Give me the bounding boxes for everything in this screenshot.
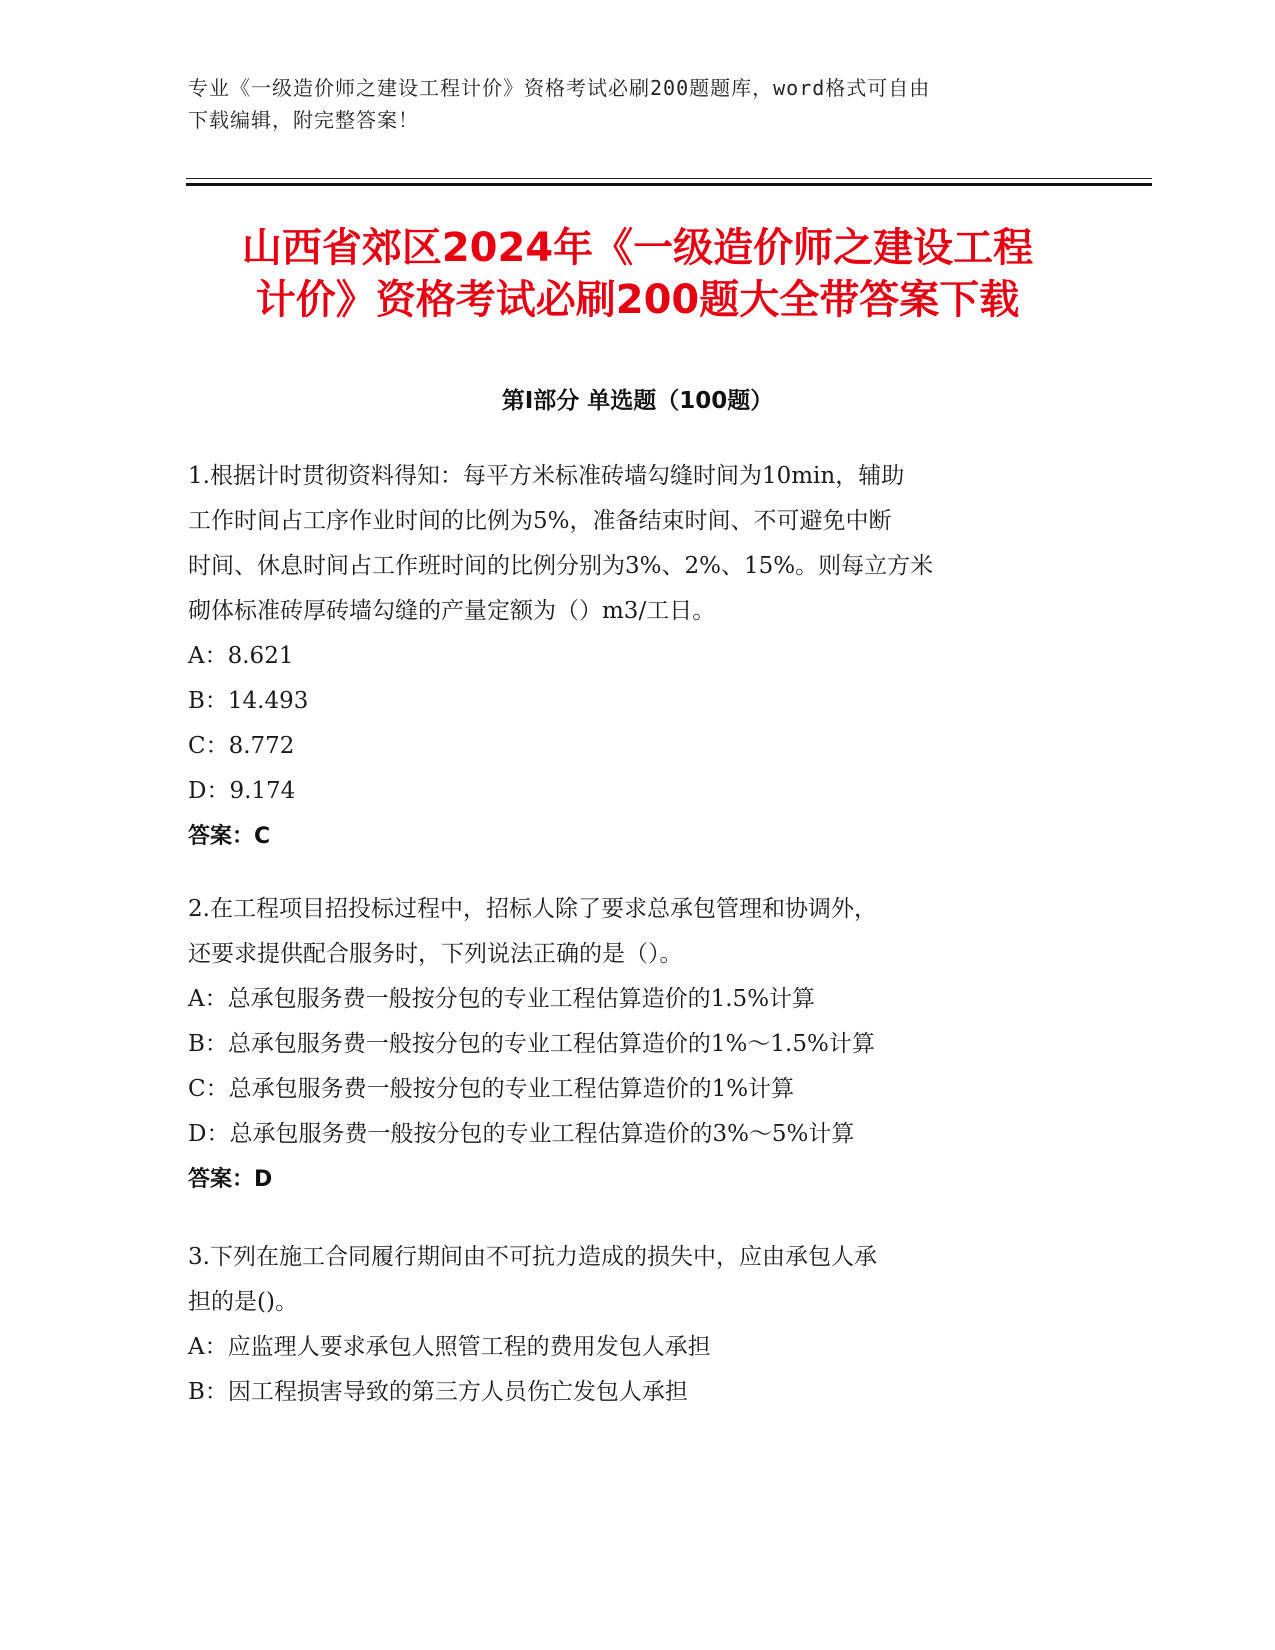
question-stem-line: 3.下列在施工合同履行期间由不可抗力造成的损失中，应由承包人承 — [188, 1244, 877, 1270]
section-heading: 第Ⅰ部分 单选题（100题） — [501, 388, 774, 414]
question-3 — [188, 1235, 1088, 1415]
question-stem-line: 时间、休息时间占工作班时间的比例分别为3%、2%、15%。则每立方米 — [188, 553, 934, 579]
title-line: 计价》资格考试必刷200题大全带答案下载 — [255, 277, 1020, 323]
intro-line: 下载编辑，附完整答案！ — [188, 108, 419, 132]
document-title — [140, 222, 1135, 326]
option-b: B：14.493 — [188, 688, 309, 714]
option-c: C：总承包服务费一般按分包的专业工程估算造价的1%计算 — [188, 1076, 795, 1102]
intro-text — [188, 72, 1088, 136]
question-2 — [188, 887, 1088, 1202]
header-rule-thin — [186, 178, 1152, 179]
answer-label: 答案：C — [188, 824, 271, 849]
option-c: C：8.772 — [188, 733, 295, 759]
answer-label: 答案：D — [188, 1167, 273, 1192]
option-d: D：9.174 — [188, 778, 296, 804]
option-a: A：应监理人要求承包人照管工程的费用发包人承担 — [188, 1334, 711, 1360]
option-a: A：8.621 — [188, 643, 294, 669]
option-b: B：总承包服务费一般按分包的专业工程估算造价的1%～1.5%计算 — [188, 1031, 875, 1057]
intro-line: 专业《一级造价师之建设工程计价》资格考试必刷200题题库，word格式可自由 — [188, 76, 931, 100]
question-stem-line: 2.在工程项目招投标过程中，招标人除了要求总承包管理和协调外， — [188, 896, 877, 922]
option-d: D：总承包服务费一般按分包的专业工程估算造价的3%～5%计算 — [188, 1121, 855, 1147]
question-stem-line: 还要求提供配合服务时，下列说法正确的是（）。 — [188, 941, 683, 967]
title-line: 山西省郊区2024年《一级造价师之建设工程 — [241, 225, 1034, 271]
question-1 — [188, 454, 1088, 859]
question-stem-line: 1.根据计时贯彻资料得知：每平方米标准砖墙勾缝时间为10min，辅助 — [188, 463, 905, 489]
question-stem-line: 砌体标准砖厚砖墙勾缝的产量定额为（）m3/工日。 — [188, 598, 716, 624]
header-rule-thick — [186, 183, 1152, 186]
option-b: B：因工程损害导致的第三方人员伤亡发包人承担 — [188, 1379, 688, 1405]
option-a: A：总承包服务费一般按分包的专业工程估算造价的1.5%计算 — [188, 986, 816, 1012]
question-stem-line: 担的是()。 — [188, 1289, 298, 1315]
question-stem-line: 工作时间占工序作业时间的比例为5%，准备结束时间、不可避免中断 — [188, 508, 892, 534]
